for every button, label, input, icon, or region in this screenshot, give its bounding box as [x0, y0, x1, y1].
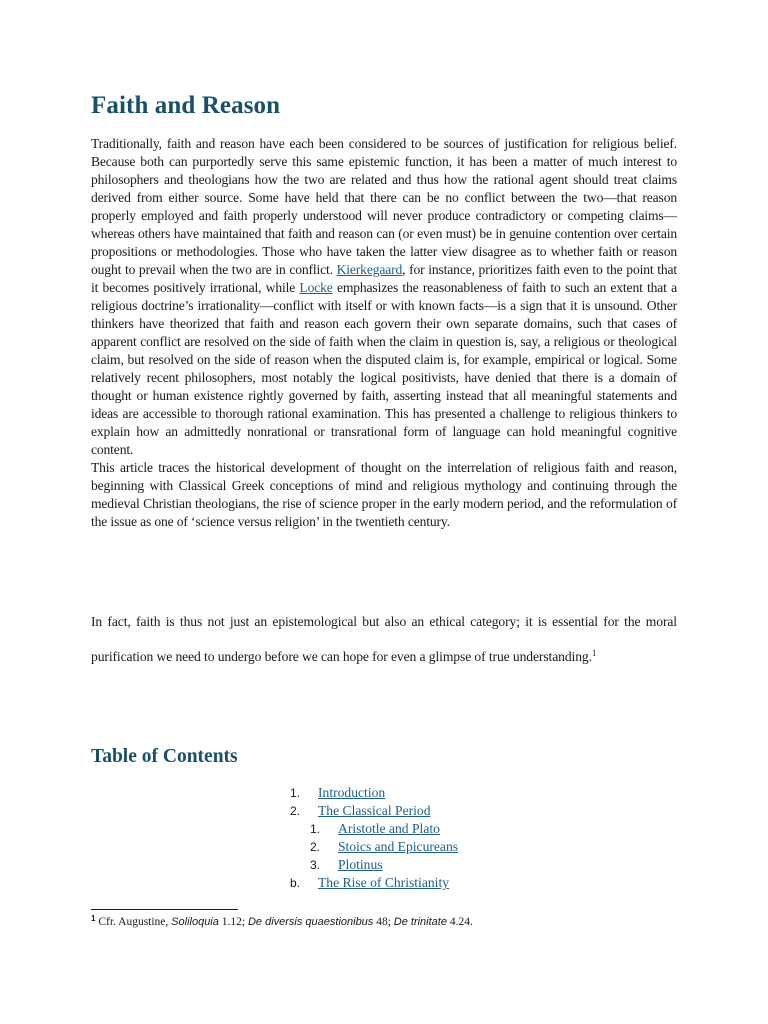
kierkegaard-link[interactable]: Kierkegaard: [336, 262, 403, 277]
toc-item-stoics-epicureans: [283, 838, 458, 856]
locke-link[interactable]: Locke: [299, 280, 333, 295]
toc-item-plotinus: [283, 856, 458, 874]
faith-quote-text: In fact, faith is thus not just an epistemological but also an ethical category; it is essential for the moral purification we need to undergo before we can hope for even a glimpse of true understanding.: [91, 614, 677, 664]
article-scope-paragraph: This article traces the historical development of thought on the interrelation of religious faith and reason, beginning with Classical Greek conceptions of mind and religious mythology and continuing through the medieval Christian theologians, the rise of science proper in the early modern period, and the reformulation of the issue as one of ‘science versus religion’ in the twentieth century.: [91, 460, 677, 529]
footnote-marker: 1: [91, 914, 96, 923]
faith-quote-paragraph: [91, 604, 677, 674]
toc-item-number: 1.: [310, 822, 321, 836]
toc-item-rise-of-christianity: [283, 874, 458, 892]
table-of-contents: [283, 784, 458, 892]
toc-item-introduction: [283, 784, 458, 802]
footnote-ref-2: 48;: [373, 916, 394, 928]
intro-text-part1: Traditionally, faith and reason have each been considered to be sources of justification for religious belief. Because both can purportedly serve this same epistemic function, it has been a matter of much interest to philosophers and theologians how the two are related and thus how the rational agent should treat claims derived from either source. Some have held that there can be no conflict between the two—that reason properly employed and faith properly understood will never produce contradictory or competing claims—whereas others have maintained that faith and reason can (or even must) be in genuine contention over certain propositions or methodologies. Those who have taken the latter view disagree as to whether faith or reason ought to prevail when the two are in conflict.: [91, 136, 677, 277]
toc-link-rise-of-christianity[interactable]: The Rise of Christianity: [318, 875, 450, 890]
toc-link-stoics-epicureans[interactable]: Stoics and Epicureans: [338, 839, 459, 854]
toc-item-number: 2.: [290, 804, 301, 818]
toc-item-aristotle-plato: [283, 820, 458, 838]
toc-title: Table of Contents: [91, 746, 238, 767]
footnote-work-de-trinitate: De trinitate: [393, 916, 447, 928]
footnote-ref-1: 1.12;: [218, 916, 248, 928]
footnote-ref-3: 4.24.: [446, 916, 473, 928]
footnote-reference[interactable]: 1: [591, 648, 597, 658]
intro-text-part2: , for instance, prioritizes faith even to the point that it becomes positively irrational, while: [91, 262, 677, 295]
toc-item-number: 3.: [310, 858, 321, 872]
toc-link-classical-period[interactable]: The Classical Period: [318, 803, 431, 818]
toc-item-number: b.: [290, 876, 301, 890]
footnote-work-de-diversis: De diversis quaestionibus: [247, 916, 374, 928]
footnote-work-soliloquia: Soliloquia: [171, 916, 219, 928]
toc-link-plotinus[interactable]: Plotinus: [338, 857, 383, 872]
footnote: [91, 914, 473, 930]
toc-link-introduction[interactable]: Introduction: [318, 785, 386, 800]
document-title: Faith and Reason: [91, 92, 281, 119]
faith-quote-section: [91, 604, 677, 674]
toc-item-classical-period: [283, 802, 458, 820]
toc-link-aristotle-plato[interactable]: Aristotle and Plato: [338, 821, 440, 836]
footnote-divider: [91, 909, 238, 910]
toc-item-number: 1.: [290, 786, 301, 800]
intro-section: [91, 135, 677, 531]
toc-item-number: 2.: [310, 840, 321, 854]
intro-paragraph: [91, 135, 677, 459]
intro-text-part3: emphasizes the reasonableness of faith to such an extent that a religious doctrine’s irrationality—conflict with itself or with known facts—is a sign that it is unsound. Other thinkers have theorized that faith and reason each govern their own separate domains, such that cases of apparent conflict are resolved on the side of faith when the claim in question is, say, a religious or theological claim, but resolved on the side of reason when the disputed claim is, for example, empirical or logical. Some relatively recent philosophers, most notably the logical positivists, have denied that there is a domain of thought or human existence rightly governed by faith, asserting instead that all meaningful statements and ideas are accessible to thorough rational examination. This has presented a challenge to religious thinkers to explain how an admittedly nonrational or transrational form of language can hold meaningful cognitive content.: [91, 280, 677, 457]
footnote-prefix: Cfr. Augustine,: [95, 916, 172, 928]
